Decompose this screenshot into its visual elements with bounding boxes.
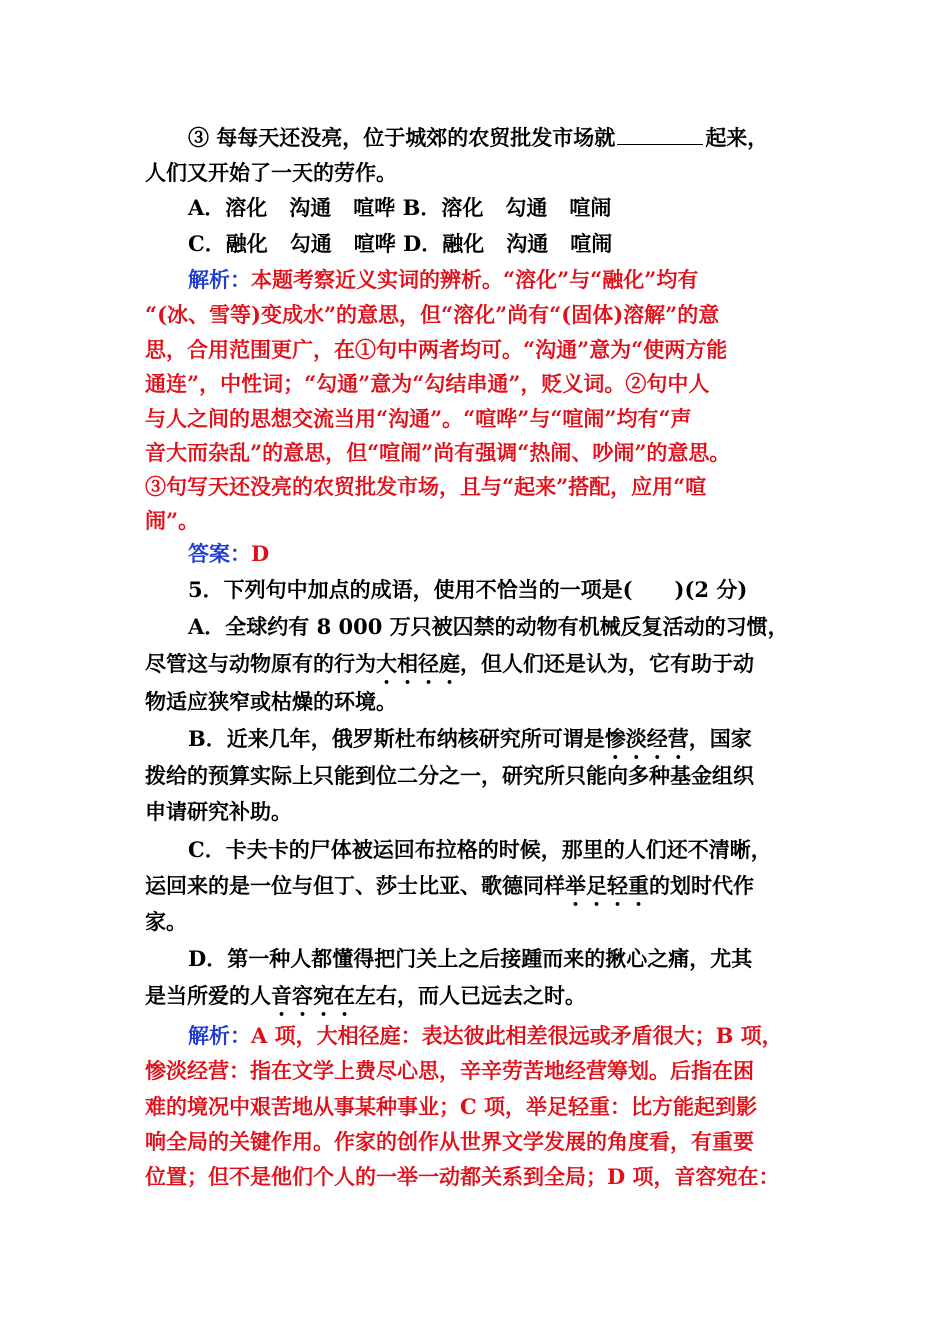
analysis-1-line-6: 音大而杂乱”的意思，但“喧闹”尚有强调“热闹、吵闹”的意思。 (145, 440, 731, 465)
q5-option-d-line-2: 是当所爱的人音容宛在左右，而人已远去之时。 (145, 983, 586, 1008)
q5-option-c-line-3: 家。 (145, 909, 187, 934)
q5-option-c-line-1: C．卡夫卡的尸体被运回布拉格的时候，那里的人们还不清晰， (188, 837, 772, 862)
q3-line-2: 人们又开始了一天的劳作。 (145, 160, 397, 185)
dotted-idiom-b: 惨淡经营 (604, 726, 689, 751)
analysis-2-line-4: 响全局的关键作用。作家的创作从世界文学发展的角度看，有重要 (145, 1129, 754, 1154)
q3-line-1: ③ 每每天还没亮，位于城郊的农贸批发市场就 起来， (188, 125, 769, 150)
q4-options-row-2: C．融化 勾通 喧哗 D．融化 沟通 喧闹 (188, 231, 613, 256)
analysis-1-line-1: 解析：本题考察近义实词的辨析。“溶化”与“融化”均有 (188, 267, 699, 292)
answer-value: D (251, 541, 270, 566)
q5-option-d-line-1: D．第一种人都懂得把门关上之后接踵而来的揪心之痛，尤其 (188, 946, 753, 971)
analysis-2-line-5: 位置；但不是他们个人的一举一动都关系到全局；D 项，音容宛在： (145, 1164, 780, 1189)
q5-stem: 5．下列句中加点的成语，使用不恰当的一项是( )(2 分) (188, 577, 748, 602)
analysis-2-line-3: 难的境况中艰苦地从事某种事业；C 项，举足轻重：比方能起到影 (145, 1094, 758, 1119)
q4-options-row-1: A．溶化 沟通 喧哗 B．溶化 勾通 喧闹 (188, 195, 612, 220)
analysis-1-line-4: 通连”，中性词；“勾通”意为“勾结串通”，贬义词。②句中人 (145, 371, 710, 396)
analysis-2-line-1: 解析：A 项，大相径庭：表达彼此相差很远或矛盾很大；B 项， (188, 1023, 783, 1048)
dotted-idiom-c: 举足轻重 (565, 873, 649, 898)
answer-line (188, 540, 269, 568)
dotted-idiom-d: 音容宛在 (271, 983, 355, 1008)
q5-option-a-line-3: 物适应狭窄或枯燥的环境。 (145, 689, 397, 714)
q5-option-b-line-3: 申请研究补助。 (145, 799, 292, 824)
answer-blank (617, 124, 703, 145)
analysis-1-line-7: ③句写天还没亮的农贸批发市场，且与“起来”搭配，应用“喧 (145, 474, 707, 499)
q5-option-a-line-1: A．全球约有 8 000 万只被囚禁的动物有机械反复活动的习惯， (188, 614, 789, 639)
dotted-idiom-a: 大相径庭 (376, 651, 460, 676)
q5-option-a-line-2: 尽管这与动物原有的行为大相径庭，但人们还是认为，它有助于动 (145, 651, 754, 676)
analysis-label: 解析： (188, 267, 251, 292)
q5-option-b-line-1: B．近来几年，俄罗斯杜布纳核研究所可谓是惨淡经营，国家 (188, 726, 752, 751)
analysis-1-line-5: 与人之间的思想交流当用“沟通”。“喧哗”与“喧闹”均有“声 (145, 406, 692, 431)
analysis-2-line-2: 惨淡经营：指在文学上费尽心思，辛辛劳苦地经营筹划。后指在困 (145, 1058, 754, 1083)
analysis-1-line-3: 思，合用范围更广，在①句中两者均可。“沟通”意为“使两方能 (145, 337, 728, 362)
analysis-label: 解析： (188, 1023, 251, 1048)
answer-label: 答案： (188, 541, 251, 566)
analysis-1-line-8: 闹”。 (145, 508, 200, 533)
q5-option-c-line-2: 运回来的是一位与但丁、莎士比亚、歌德同样举足轻重的划时代作 (145, 873, 754, 898)
q5-option-b-line-2: 拨给的预算实际上只能到位二分之一，研究所只能向多种基金组织 (145, 763, 754, 788)
analysis-1-line-2: “(冰、雪等)变成水”的意思，但“溶化”尚有“(固体)溶解”的意 (145, 302, 720, 327)
